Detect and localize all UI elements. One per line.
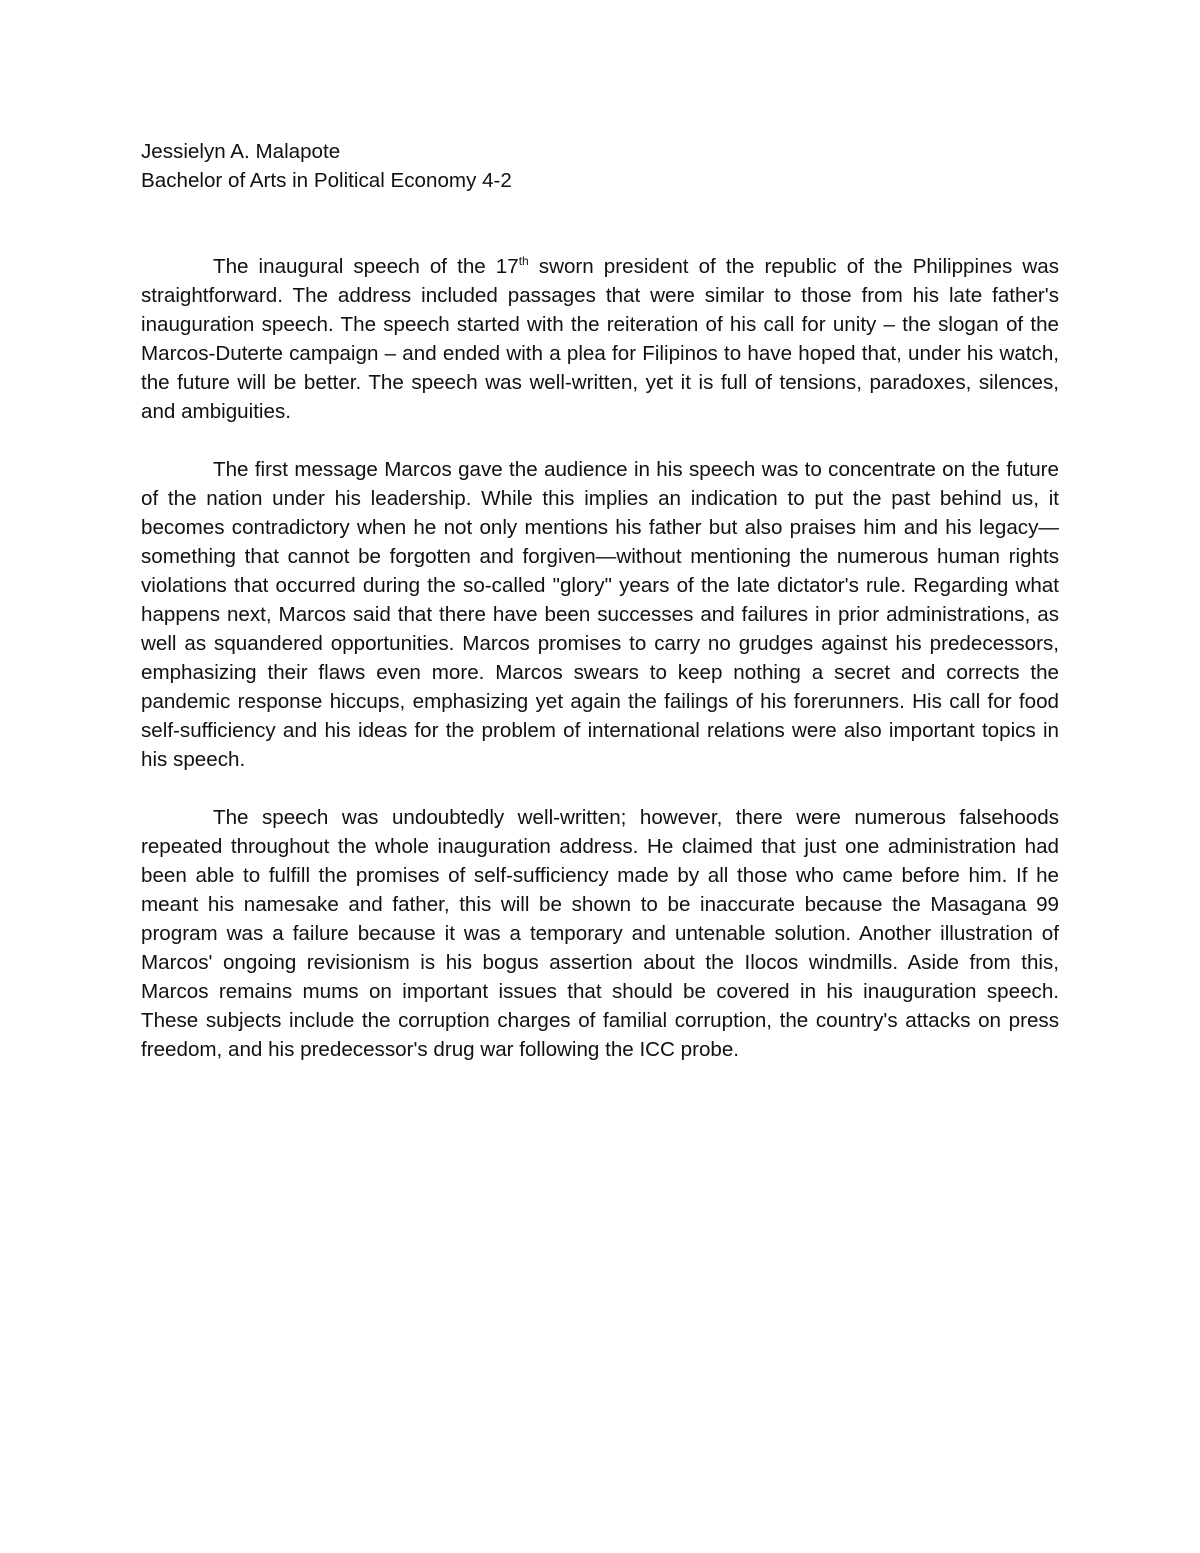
paragraph-3: The speech was undoubtedly well-written; however, there were numerous falsehoods repeated throughout the whole inauguration address. He claimed that just one administration had been able to fulfill the promises of self-sufficiency made by all those who came before him. If he meant his namesake and father, this will be shown to be inaccurate because the Masagana 99 program was a failure because it was a temporary and untenable solution. Another illustration of Marcos' ongoing revisionism is his bogus assertion about the Ilocos windmills. Aside from this, Marcos remains mums on important issues that should be covered in his inauguration speech. These subjects include the corruption charges of familial corruption, the country's attacks on press freedom, and his predecessor's drug war following the ICC probe. [141,806,1059,1061]
paragraph-2: The first message Marcos gave the audience in his speech was to concentrate on the future of the nation under his leadership. While this implies an indication to put the past behind us, it becomes contradictory when he not only mentions his father but also praises him and his legacy—something that cannot be forgotten and forgiven—without mentioning the numerous human rights violations that occurred during the so-called "glory" years of the late dictator's rule. Regarding what happens next, Marcos said that there have been successes and failures in prior administrations, as well as squandered opportunities. Marcos promises to carry no grudges against his predecessors, emphasizing their flaws even more. Marcos swears to keep nothing a secret and corrects the pandemic response hiccups, emphasizing yet again the failings of his forerunners. His call for food self-sufficiency and his ideas for the problem of international relations were also important topics in his speech. [141,458,1059,771]
paragraph-1-text: sworn president of the republic of the Philippines was straightforward. The address included passages that were similar to those from his late father's inauguration speech. The speech started with the reiteration of his call for unity – the slogan of the Marcos-Duterte campaign – and ended with a plea for Filipinos to have hoped that, under his watch, the future will be better. The speech was well-written, yet it is full of tensions, paradoxes, silences, and ambiguities. [141,255,1059,423]
author-name: Jessielyn A. Malapote [141,140,341,163]
degree-program: Bachelor of Arts in Political Economy 4-2 [141,169,512,192]
ordinal-superscript: th [518,254,529,269]
paragraph-1 [141,252,1059,426]
essay-body [141,252,1059,1093]
document-header [141,137,1060,195]
paragraph-1-lead: The inaugural speech of the 17 [213,255,519,278]
